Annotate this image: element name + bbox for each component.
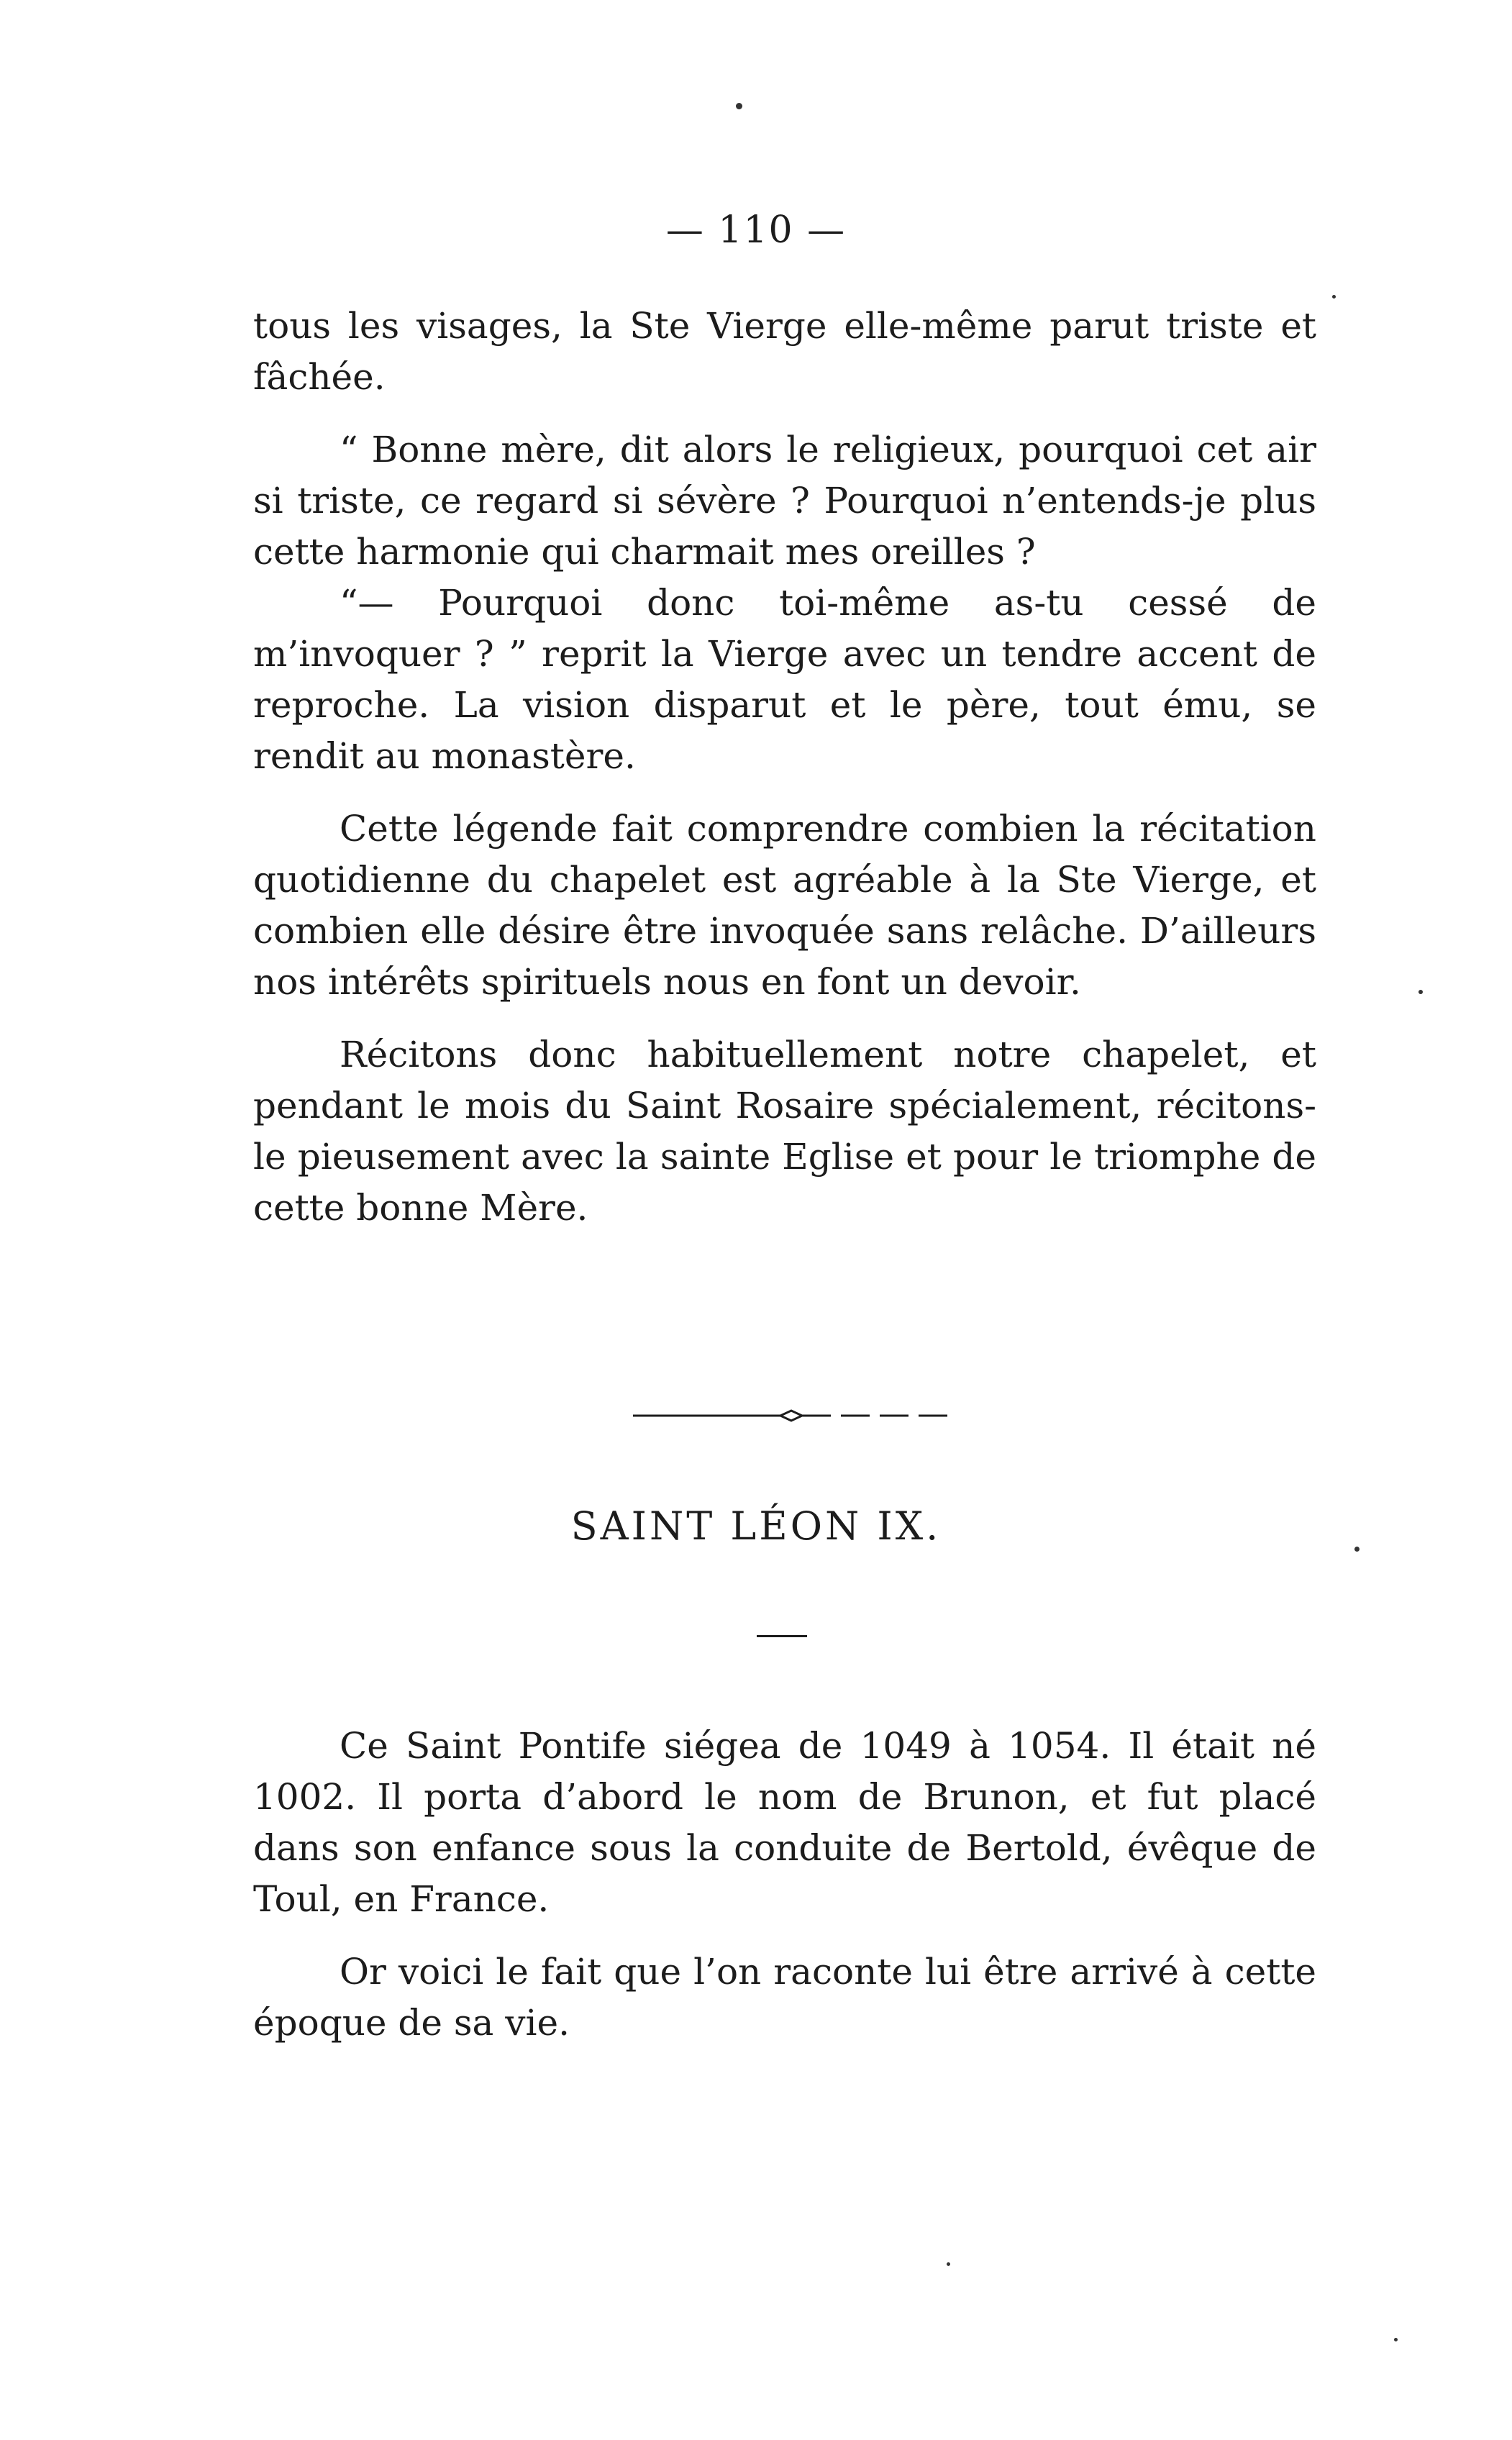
title-rule [757, 1635, 807, 1637]
ink-speck [947, 2262, 950, 2266]
section-title: SAINT LÉON IX. [570, 1503, 942, 1549]
paragraph: “ Bonne mère, dit alors le religieux, pourquoi cet air si triste, ce regard si sévère ? Pourquoi n’entends-je plus cette harmonie qui charmait mes oreilles ? [253, 429, 1316, 573]
paragraph: tous les visages, la Ste Vierge elle-même parut triste et fâchée. [253, 305, 1316, 398]
ink-speck [1354, 1547, 1360, 1552]
section-2-text [253, 1721, 1316, 2049]
paragraph: Or voici le fait que l’on raconte lui être arrivé à cette époque de sa vie. [253, 1951, 1316, 2044]
ink-speck [1394, 2338, 1398, 2341]
page-number: — 110 — [665, 209, 847, 252]
ink-speck [736, 103, 742, 109]
section-1-text [253, 301, 1316, 1234]
paragraph: Cette légende fait comprendre combien la récitation quotidienne du chapelet est agréable à la Ste Vierge, et combien elle désire être invoquée sans relâche. D’ailleurs nos intérêts spirituels nous en font un devoir. [253, 808, 1316, 1003]
paragraph: Ce Saint Pontife siégea de 1049 à 1054. Il était né 1002. Il porta d’abord le nom de Brunon, et fut placé dans son enfance sous la conduite de Bertold, évêque de Toul, en France. [253, 1725, 1316, 1920]
ink-speck [1418, 990, 1423, 994]
paragraph: Récitons donc habituellement notre chapelet, et pendant le mois du Saint Rosaire spécialement, récitons-le pieusement avec la sainte Eglise et pour le triomphe de cette bonne Mère. [253, 1034, 1316, 1229]
ink-speck [1332, 295, 1336, 299]
paragraph: “— Pourquoi donc toi-même as-tu cessé de m’invoquer ? ” reprit la Vierge avec un tendre accent de reproche. La vision disparut et le père, tout ému, se rendit au monastère. [253, 582, 1316, 777]
ornament-divider [633, 1408, 949, 1423]
